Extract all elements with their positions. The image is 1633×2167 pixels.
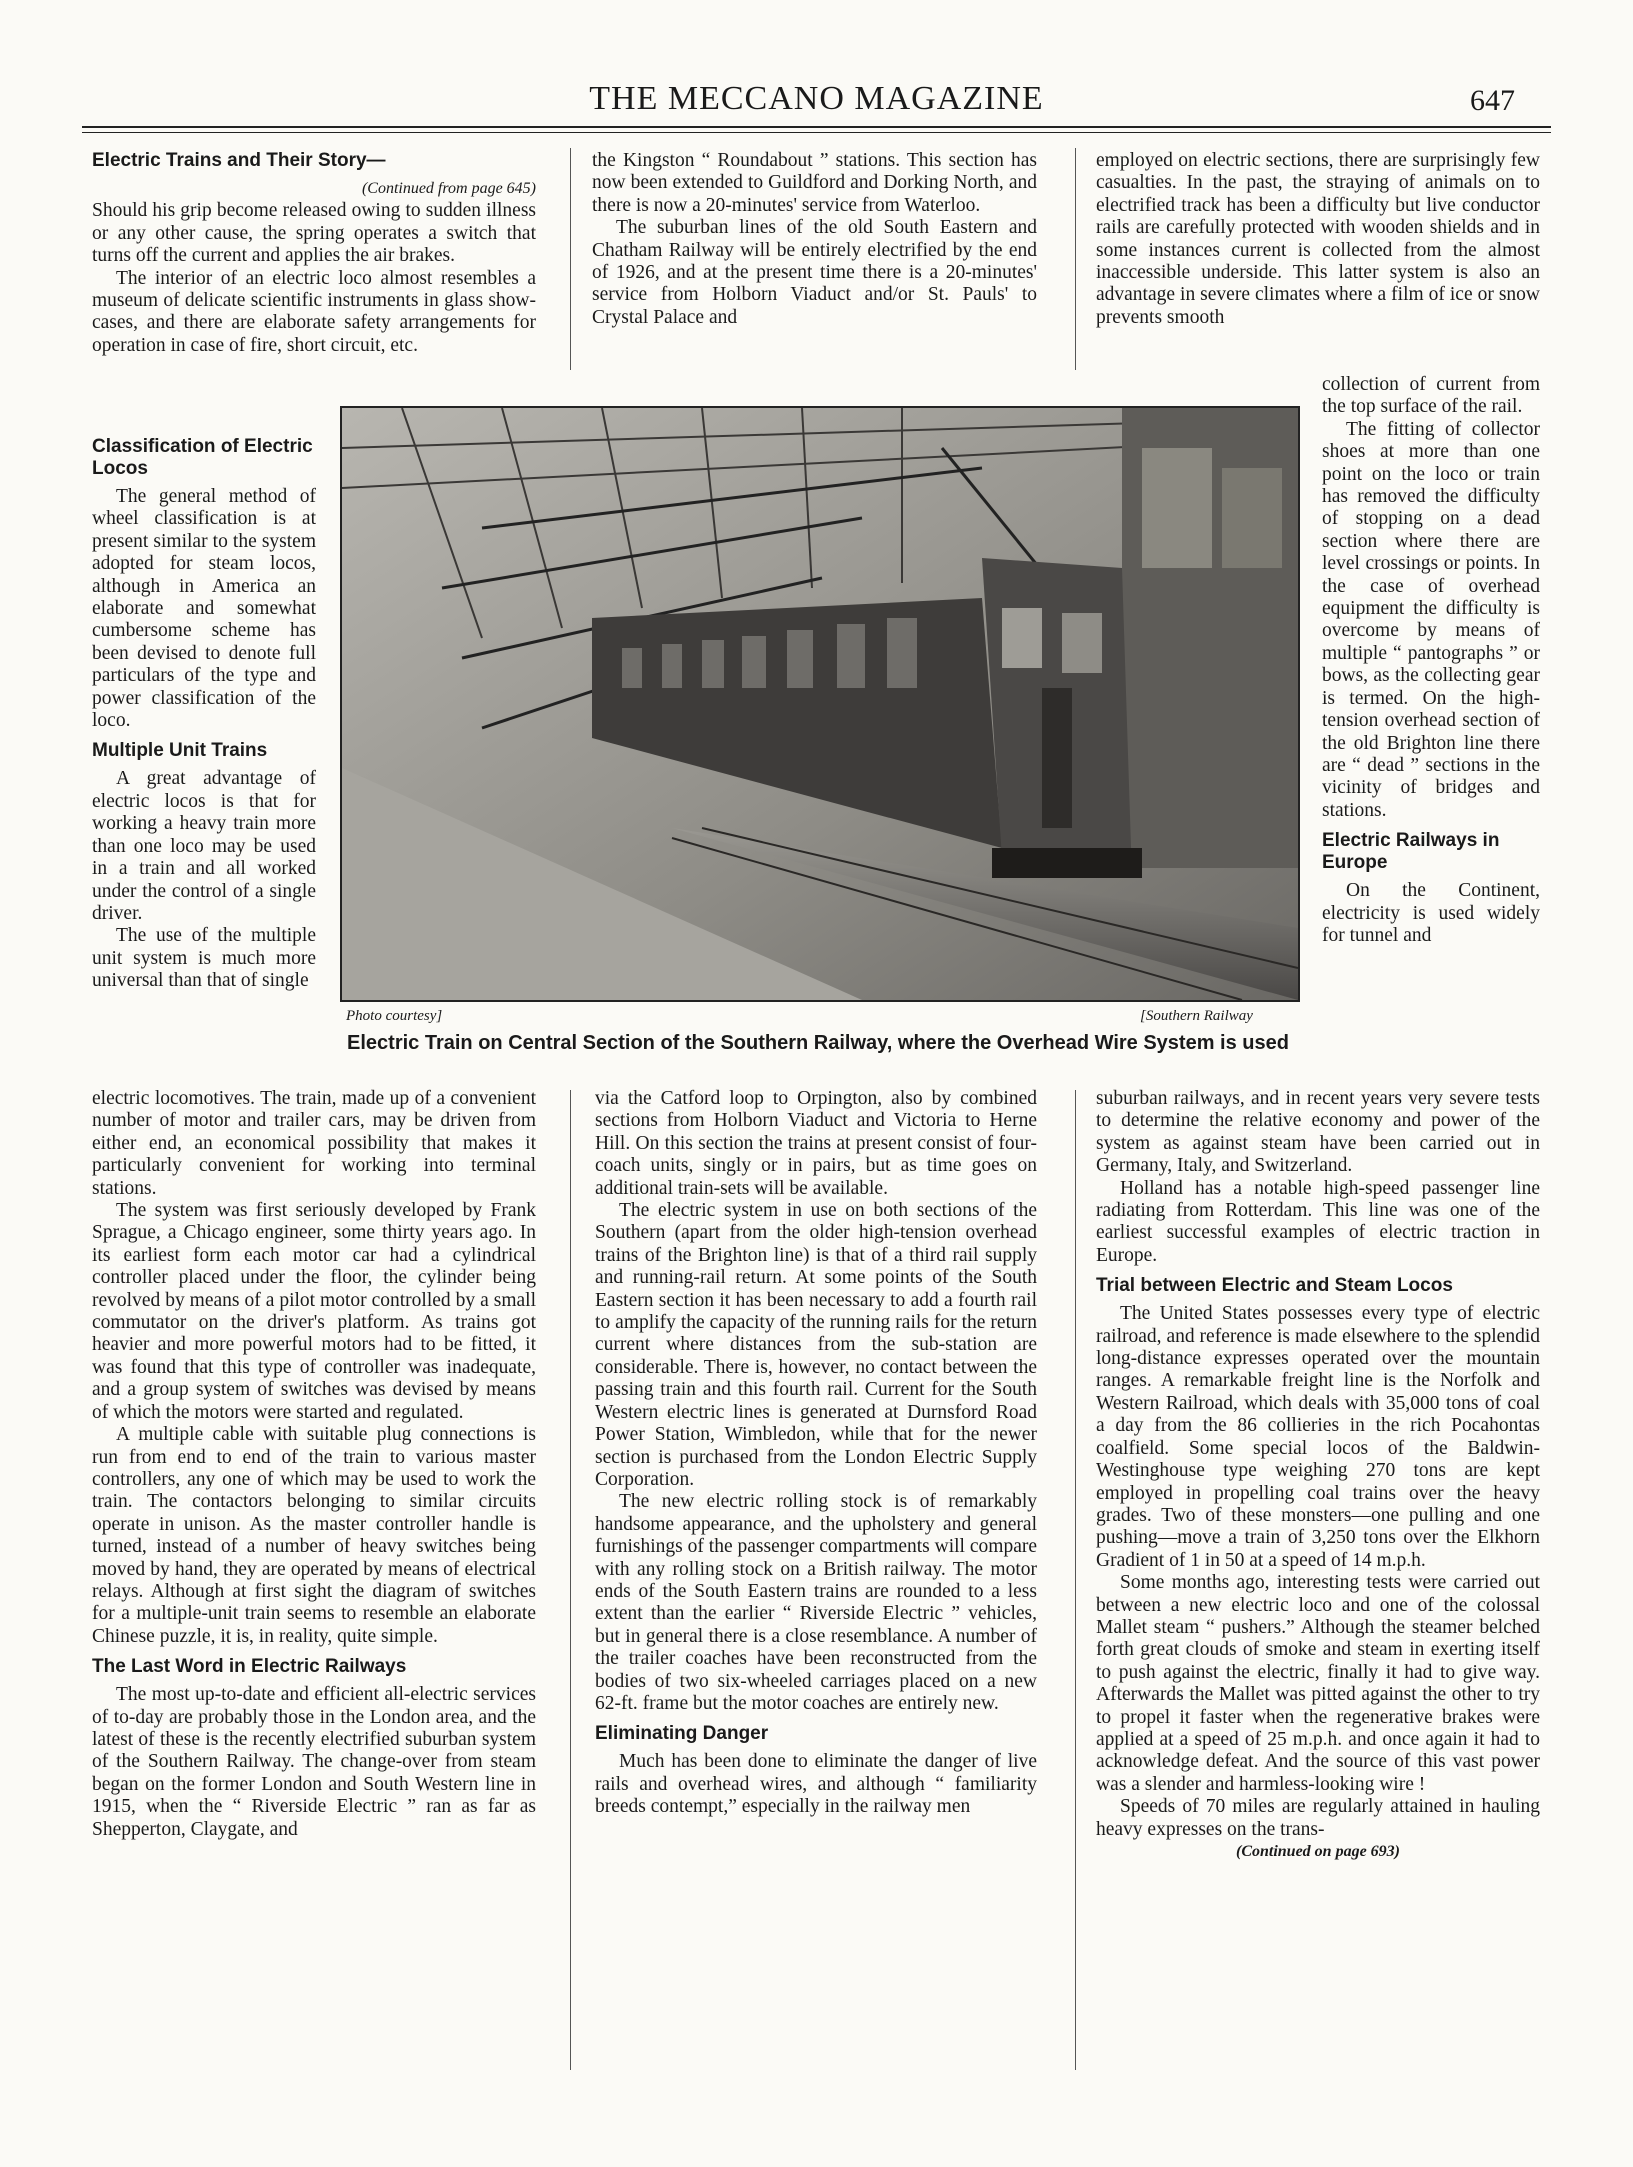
column-3-top xyxy=(1096,150,1540,329)
paragraph: The use of the multiple unit system is much more universal than that of single xyxy=(92,925,316,992)
paragraph: The electric system in use on both sections of the Southern (apart from the older high-tension overhead trains of the Brighton line) is that of a third rail supply and running-rail return. At some points of the South Eastern section it has been necessary to add a fourth rail to amplify the capacity of the running rails for the return current where distances from the sub-station are considerable. There is, however, no contact between the passing train and this fourth rail. Current for the South Western electric lines is generated at Durnsford Road Power Station, Wimbledon, while that for the newer section is purchased from the London Electric Supply Corporation. xyxy=(595,1200,1037,1490)
column-3-lower xyxy=(1096,1088,1540,1863)
column-divider xyxy=(570,1090,571,2070)
magazine-title: THE MECCANO MAGAZINE xyxy=(589,80,1044,117)
column-2-top xyxy=(592,150,1037,329)
paragraph: A multiple cable with suitable plug connections is run from end to end of the train to various master controllers, any one of which may be used to work the train. The contactors belonging to similar circuits operate in unison. As the master controller handle is turned, instead of a number of heavy switches being moved by hand, they are operated by means of electrical relays. Although at first sight the diagram of switches for a multiple-unit train seems to resemble an elaborate Chinese puzzle, it is, in reality, quite simple. xyxy=(92,1424,536,1647)
photo-credit-source: [Southern Railway xyxy=(1140,1008,1253,1024)
column-divider xyxy=(570,148,571,370)
electric-train-image xyxy=(342,408,1298,1000)
paragraph: The interior of an electric loco almost resembles a museum of delicate scientific instruments in glass show-cases, and there are elaborate safety arrangements for operation in case of fire, short circuit, etc. xyxy=(92,267,536,356)
train-photograph xyxy=(340,406,1300,1002)
column-1-lower xyxy=(92,1088,536,1841)
paragraph: The suburban lines of the old South Eastern and Chatham Railway will be entirely electrified by the end of 1926, and at the present time there is a 20-minutes' service from Holborn Viaduct and/or St. Pauls' to Crystal Palace and xyxy=(592,217,1037,328)
paragraph: via the Catford loop to Orpington, also by combined sections from Holborn Viaduct and Victoria to Herne Hill. On this section the trains at present consist of four-coach units, singly or in pairs, but as time goes on additional train-sets will be available. xyxy=(595,1088,1037,1199)
column-1-narrow xyxy=(92,428,316,993)
paragraph: The general method of wheel classification is at present similar to the system adopted for steam locos, although in America an elaborate and somewhat cumbersome scheme has been devised to denote full particulars of the type and power classification of the loco. xyxy=(92,486,316,732)
paragraph: On the Continent, electricity is used widely for tunnel and xyxy=(1322,880,1540,946)
photo-caption: Electric Train on Central Section of the Southern Railway, where the Overhead Wire System is used xyxy=(347,1032,1289,1054)
paragraph: Speeds of 70 miles are regularly attained in hauling heavy expresses on the trans- xyxy=(1096,1796,1540,1840)
column-2-lower xyxy=(595,1088,1037,1819)
section-heading: The Last Word in Electric Railways xyxy=(92,1656,407,1678)
paragraph: Should his grip become released owing to sudden illness or any other cause, the spring operates a switch that turns off the current and applies the air brakes. xyxy=(92,200,536,267)
paragraph: collection of current from the top surface of the rail. xyxy=(1322,374,1540,418)
paragraph: suburban railways, and in recent years very severe tests to determine the relative economy and power of the system as against steam have been carried out in Germany, Italy, and Switzerland. xyxy=(1096,1088,1540,1177)
paragraph: employed on electric sections, there are surprisingly few casualties. In the past, the straying of animals on to electrified track has been a difficulty but live conductor rails are carefully protected with wooden shields and in some instances current is collected from the almost inaccessible underside. This latter system is also an advantage in severe climates where a film of ice or snow prevents smooth xyxy=(1096,150,1540,328)
page-number: 647 xyxy=(1470,84,1515,117)
column-1-top xyxy=(92,150,536,357)
paragraph: The system was first seriously developed by Frank Sprague, a Chicago engineer, some thirty years ago. In its earliest form each motor car had a cylindrical controller placed under the floor, the cylinder being revolved by means of a pilot motor controlled by a small commutator on the driver's platform. As trains got heavier and more powerful motors had to be fitted, it was found that this type of controller was inadequate, and a group system of switches was devised by means of which the motors were started and regulated. xyxy=(92,1200,536,1423)
continued-note: (Continued from page 645) xyxy=(361,180,536,197)
paragraph: electric locomotives. The train, made up of a convenient number of motor and trailer cars, may be driven from either end, an economical possibility that makes it particularly convenient for working into terminal stations. xyxy=(92,1088,536,1199)
continued-note: (Continued on page 693) xyxy=(1235,1843,1400,1860)
section-heading: Trial between Electric and Steam Locos xyxy=(1096,1275,1453,1297)
section-heading: Eliminating Danger xyxy=(595,1723,769,1745)
paragraph: Holland has a notable high-speed passenger line radiating from Rotterdam. This line was one of the earliest successful examples of electric traction in Europe. xyxy=(1096,1177,1540,1266)
paragraph: The most up-to-date and efficient all-electric services of to-day are probably those in the London area, and the latest of these is the recently electrified suburban system of the Southern Railway. The change-over from steam began on the former London and South Western line in 1915, when the “ Riverside Electric ” ran as far as Shepperton, Claygate, and xyxy=(92,1684,536,1840)
section-heading: Electric Trains and Their Story— xyxy=(92,150,386,171)
column-divider xyxy=(1075,1090,1076,2070)
paragraph: Some months ago, interesting tests were carried out between a new electric loco and one of the colossal Mallet steam “ pushers.” Although the steamer belched forth great clouds of smoke and steam in exerting itself to push against the electric, finally it had to give way. Afterwards the Mallet was pitted against the other to try to propel it faster when the regenerative brakes were applied at a speed of 25 m.p.h. and once again it had to acknowledge defeat. And the source of this vast power was a slender and harmless-looking wire ! xyxy=(1096,1572,1540,1795)
paragraph: The United States possesses every type of electric railroad, and reference is made elsewhere to the splendid long-distance expresses operated over the mountain ranges. A remarkable freight line is the Norfolk and Western Railroad, which deals with 35,000 tons of coal a day from the 86 collieries in the rich Pocahontas coalfield. Some special locos of the Baldwin-Westinghouse type weighing 270 tons are kept employed in propelling coal trains over the heavy grades. Two of these monsters—one pulling and one pushing—move a train of 3,250 tons over the Elkhorn Gradient of 1 in 50 at a speed of 14 m.p.h. xyxy=(1096,1303,1540,1571)
section-heading: Classification of Electric Locos xyxy=(92,436,313,479)
paragraph: The fitting of collector shoes at more than one point on the loco or train has removed the difficulty of stopping on a dead section where there are level crossings or points. In the case of overhead equipment the difficulty is overcome by means of multiple “ pantographs ” or bows, as the collecting gear is termed. On the high-tension overhead section of the old Brighton line there are “ dead ” sections in the vicinity of bridges and stations. xyxy=(1322,418,1540,821)
section-heading: Electric Railways in Europe xyxy=(1322,830,1500,874)
column-divider xyxy=(1075,148,1076,370)
paragraph: The new electric rolling stock is of remarkably handsome appearance, and the upholstery and general furnishings of the passenger compartments will compare with any rolling stock on a British railway. The motor ends of the South Eastern trains are rounded to a less extent than the earlier “ Riverside Electric ” vehicles, but in general there is a close resemblance. A number of the trailer coaches have been reconstructed from the bodies of two six-wheeled carriages placed on a new 62-ft. frame but the motor coaches are entirely new. xyxy=(595,1491,1037,1714)
paragraph: Much has been done to eliminate the danger of live rails and overhead wires, and although “ familiarity breeds contempt,” especially in the railway men xyxy=(595,1751,1037,1818)
paragraph: the Kingston “ Roundabout ” stations. This section has now been extended to Guildford and Dorking North, and there is now a 20-minutes' service from Waterloo. xyxy=(592,150,1037,216)
paragraph: A great advantage of electric locos is that for working a heavy train more than one loco may be used in a train and all worked under the control of a single driver. xyxy=(92,768,316,924)
column-3-narrow xyxy=(1322,374,1540,947)
header-rule-thin xyxy=(82,132,1551,133)
photo-credit: Photo courtesy] xyxy=(346,1008,443,1024)
section-heading: Multiple Unit Trains xyxy=(92,740,268,762)
header-rule xyxy=(82,126,1551,128)
